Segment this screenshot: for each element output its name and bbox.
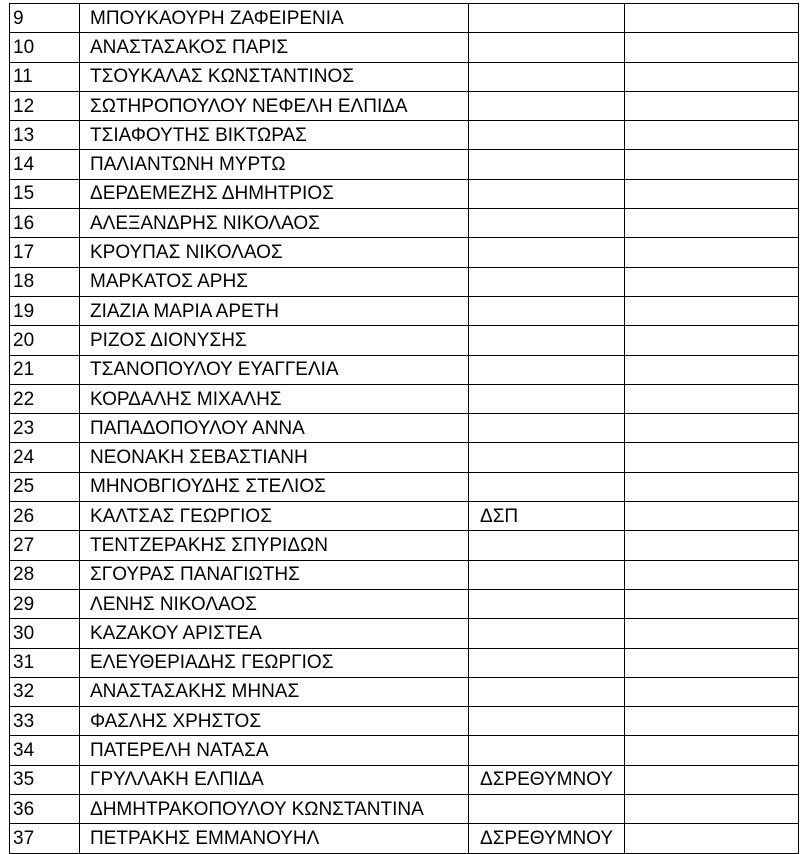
table-row: [10, 560, 799, 589]
row-association: [469, 355, 625, 384]
table-row: [10, 677, 799, 706]
row-association: ΔΣΠ: [469, 502, 625, 531]
row-name: ΤΕΝΤΖΕΡΑΚΗΣ ΣΠΥΡΙΔΩΝ: [80, 531, 469, 560]
row-name: ΔΗΜΗΤΡΑΚΟΠΟΥΛΟΥ ΚΩΝΣΤΑΝΤΙΝΑ: [80, 795, 469, 824]
row-number: 35: [10, 765, 80, 794]
row-number: 19: [10, 296, 80, 325]
row-name: ΡΙΖΟΣ ΔΙΟΝΥΣΗΣ: [80, 326, 469, 355]
row-name: ΛΕΝΗΣ ΝΙΚΟΛΑΟΣ: [80, 589, 469, 618]
row-association: [469, 414, 625, 443]
row-name: ΠΑΤΕΡΕΛΗ ΝΑΤΑΣΑ: [80, 736, 469, 765]
row-name: ΚΟΡΔΑΛΗΣ ΜΙΧΑΛΗΣ: [80, 384, 469, 413]
table-row: [10, 648, 799, 677]
row-number: 12: [10, 91, 80, 120]
row-empty-cell: [625, 795, 799, 824]
row-number: 23: [10, 414, 80, 443]
table-row: [10, 179, 799, 208]
row-association: [469, 326, 625, 355]
table-row: [10, 589, 799, 618]
row-empty-cell: [625, 443, 799, 472]
table-row: [10, 238, 799, 267]
row-association: [469, 648, 625, 677]
row-number: 28: [10, 560, 80, 589]
table-row: [10, 443, 799, 472]
row-empty-cell: [625, 4, 799, 33]
row-name: ΚΑΖΑΚΟΥ ΑΡΙΣΤΕΑ: [80, 619, 469, 648]
row-number: 9: [10, 4, 80, 33]
row-association: [469, 707, 625, 736]
row-number: 15: [10, 179, 80, 208]
row-association: ΔΣΡΕΘΥΜΝΟΥ: [469, 765, 625, 794]
row-number: 22: [10, 384, 80, 413]
row-number: 29: [10, 589, 80, 618]
row-empty-cell: [625, 384, 799, 413]
row-empty-cell: [625, 736, 799, 765]
row-empty-cell: [625, 619, 799, 648]
row-empty-cell: [625, 531, 799, 560]
table-row: [10, 414, 799, 443]
row-association: [469, 4, 625, 33]
row-empty-cell: [625, 150, 799, 179]
row-association: [469, 150, 625, 179]
row-empty-cell: [625, 296, 799, 325]
row-empty-cell: [625, 121, 799, 150]
row-name: ΜΑΡΚΑΤΟΣ ΑΡΗΣ: [80, 267, 469, 296]
row-number: 27: [10, 531, 80, 560]
row-name: ΣΓΟΥΡΑΣ ΠΑΝΑΓΙΩΤΗΣ: [80, 560, 469, 589]
table-row: [10, 472, 799, 501]
roster-body: [10, 4, 799, 854]
row-name: ΤΣΙΑΦΟΥΤΗΣ ΒΙΚΤΩΡΑΣ: [80, 121, 469, 150]
row-name: ΑΝΑΣΤΑΣΑΚΟΣ ΠΑΡΙΣ: [80, 33, 469, 62]
row-association: [469, 677, 625, 706]
table-row: [10, 91, 799, 120]
row-empty-cell: [625, 238, 799, 267]
row-number: 34: [10, 736, 80, 765]
row-number: 11: [10, 62, 80, 91]
table-row: [10, 795, 799, 824]
row-name: ΤΣΑΝΟΠΟΥΛΟΥ ΕΥΑΓΓΕΛΙΑ: [80, 355, 469, 384]
row-association: [469, 384, 625, 413]
row-name: ΕΛΕΥΘΕΡΙΑΔΗΣ ΓΕΩΡΓΙΟΣ: [80, 648, 469, 677]
table-row: [10, 33, 799, 62]
table-row: [10, 296, 799, 325]
row-association: [469, 619, 625, 648]
row-number: 26: [10, 502, 80, 531]
row-name: ΦΑΣΛΗΣ ΧΡΗΣΤΟΣ: [80, 707, 469, 736]
row-empty-cell: [625, 707, 799, 736]
row-association: [469, 795, 625, 824]
row-association: [469, 443, 625, 472]
row-empty-cell: [625, 677, 799, 706]
row-number: 31: [10, 648, 80, 677]
row-number: 24: [10, 443, 80, 472]
table-row: [10, 150, 799, 179]
table-row: [10, 62, 799, 91]
row-number: 18: [10, 267, 80, 296]
row-name: ΑΝΑΣΤΑΣΑΚΗΣ ΜΗΝΑΣ: [80, 677, 469, 706]
row-empty-cell: [625, 33, 799, 62]
row-name: ΜΗΝΟΒΓΙΟΥΔΗΣ ΣΤΕΛΙΟΣ: [80, 472, 469, 501]
table-row: [10, 355, 799, 384]
table-row: [10, 619, 799, 648]
row-association: [469, 62, 625, 91]
row-name: ΓΡΥΛΛΑΚΗ ΕΛΠΙΔΑ: [80, 765, 469, 794]
table-row: [10, 736, 799, 765]
row-association: [469, 179, 625, 208]
row-empty-cell: [625, 824, 799, 853]
row-empty-cell: [625, 326, 799, 355]
row-association: [469, 560, 625, 589]
row-name: ΜΠΟΥΚΑΟΥΡΗ ΖΑΦΕΙΡΕΝΙΑ: [80, 4, 469, 33]
row-association: [469, 91, 625, 120]
row-empty-cell: [625, 414, 799, 443]
row-name: ΤΣΟΥΚΑΛΑΣ ΚΩΝΣΤΑΝΤΙΝΟΣ: [80, 62, 469, 91]
row-association: [469, 209, 625, 238]
row-number: 21: [10, 355, 80, 384]
table-row: [10, 4, 799, 33]
row-name: ΠΑΠΑΔΟΠΟΥΛΟΥ ΑΝΝΑ: [80, 414, 469, 443]
row-name: ΠΑΛΙΑΝΤΩΝΗ ΜΥΡΤΩ: [80, 150, 469, 179]
row-empty-cell: [625, 179, 799, 208]
table-row: [10, 531, 799, 560]
table-row: [10, 326, 799, 355]
row-empty-cell: [625, 91, 799, 120]
table-row: [10, 267, 799, 296]
roster-table: [9, 3, 799, 854]
row-number: 14: [10, 150, 80, 179]
row-number: 37: [10, 824, 80, 853]
row-number: 32: [10, 677, 80, 706]
row-empty-cell: [625, 648, 799, 677]
row-number: 33: [10, 707, 80, 736]
row-name: ΑΛΕΞΑΝΔΡΗΣ ΝΙΚΟΛΑΟΣ: [80, 209, 469, 238]
row-name: ΚΑΛΤΣΑΣ ΓΕΩΡΓΙΟΣ: [80, 502, 469, 531]
table-row: [10, 765, 799, 794]
row-empty-cell: [625, 472, 799, 501]
row-name: ΣΩΤΗΡΟΠΟΥΛΟΥ ΝΕΦΕΛΗ ΕΛΠΙΔΑ: [80, 91, 469, 120]
row-number: 13: [10, 121, 80, 150]
row-number: 10: [10, 33, 80, 62]
row-association: [469, 531, 625, 560]
row-association: [469, 296, 625, 325]
row-empty-cell: [625, 502, 799, 531]
table-row: [10, 824, 799, 853]
table-row: [10, 121, 799, 150]
row-name: ΔΕΡΔΕΜΕΖΗΣ ΔΗΜΗΤΡΙΟΣ: [80, 179, 469, 208]
row-name: ΠΕΤΡΑΚΗΣ ΕΜΜΑΝΟΥΗΛ: [80, 824, 469, 853]
row-empty-cell: [625, 589, 799, 618]
row-association: [469, 33, 625, 62]
row-name: ΖΙΑΖΙΑ ΜΑΡΙΑ ΑΡΕΤΗ: [80, 296, 469, 325]
row-number: 20: [10, 326, 80, 355]
row-association: [469, 736, 625, 765]
row-number: 25: [10, 472, 80, 501]
row-empty-cell: [625, 62, 799, 91]
row-empty-cell: [625, 765, 799, 794]
row-association: [469, 238, 625, 267]
row-association: [469, 267, 625, 296]
row-association: [469, 589, 625, 618]
row-number: 17: [10, 238, 80, 267]
row-empty-cell: [625, 560, 799, 589]
table-row: [10, 384, 799, 413]
row-empty-cell: [625, 209, 799, 238]
table-row: [10, 707, 799, 736]
table-row: [10, 502, 799, 531]
row-number: 30: [10, 619, 80, 648]
row-name: ΝΕΟΝΑΚΗ ΣΕΒΑΣΤΙΑΝΗ: [80, 443, 469, 472]
table-row: [10, 209, 799, 238]
row-name: ΚΡΟΥΠΑΣ ΝΙΚΟΛΑΟΣ: [80, 238, 469, 267]
row-association: [469, 472, 625, 501]
row-empty-cell: [625, 355, 799, 384]
row-association: [469, 121, 625, 150]
row-association: ΔΣΡΕΘΥΜΝΟΥ: [469, 824, 625, 853]
row-empty-cell: [625, 267, 799, 296]
row-number: 16: [10, 209, 80, 238]
row-number: 36: [10, 795, 80, 824]
